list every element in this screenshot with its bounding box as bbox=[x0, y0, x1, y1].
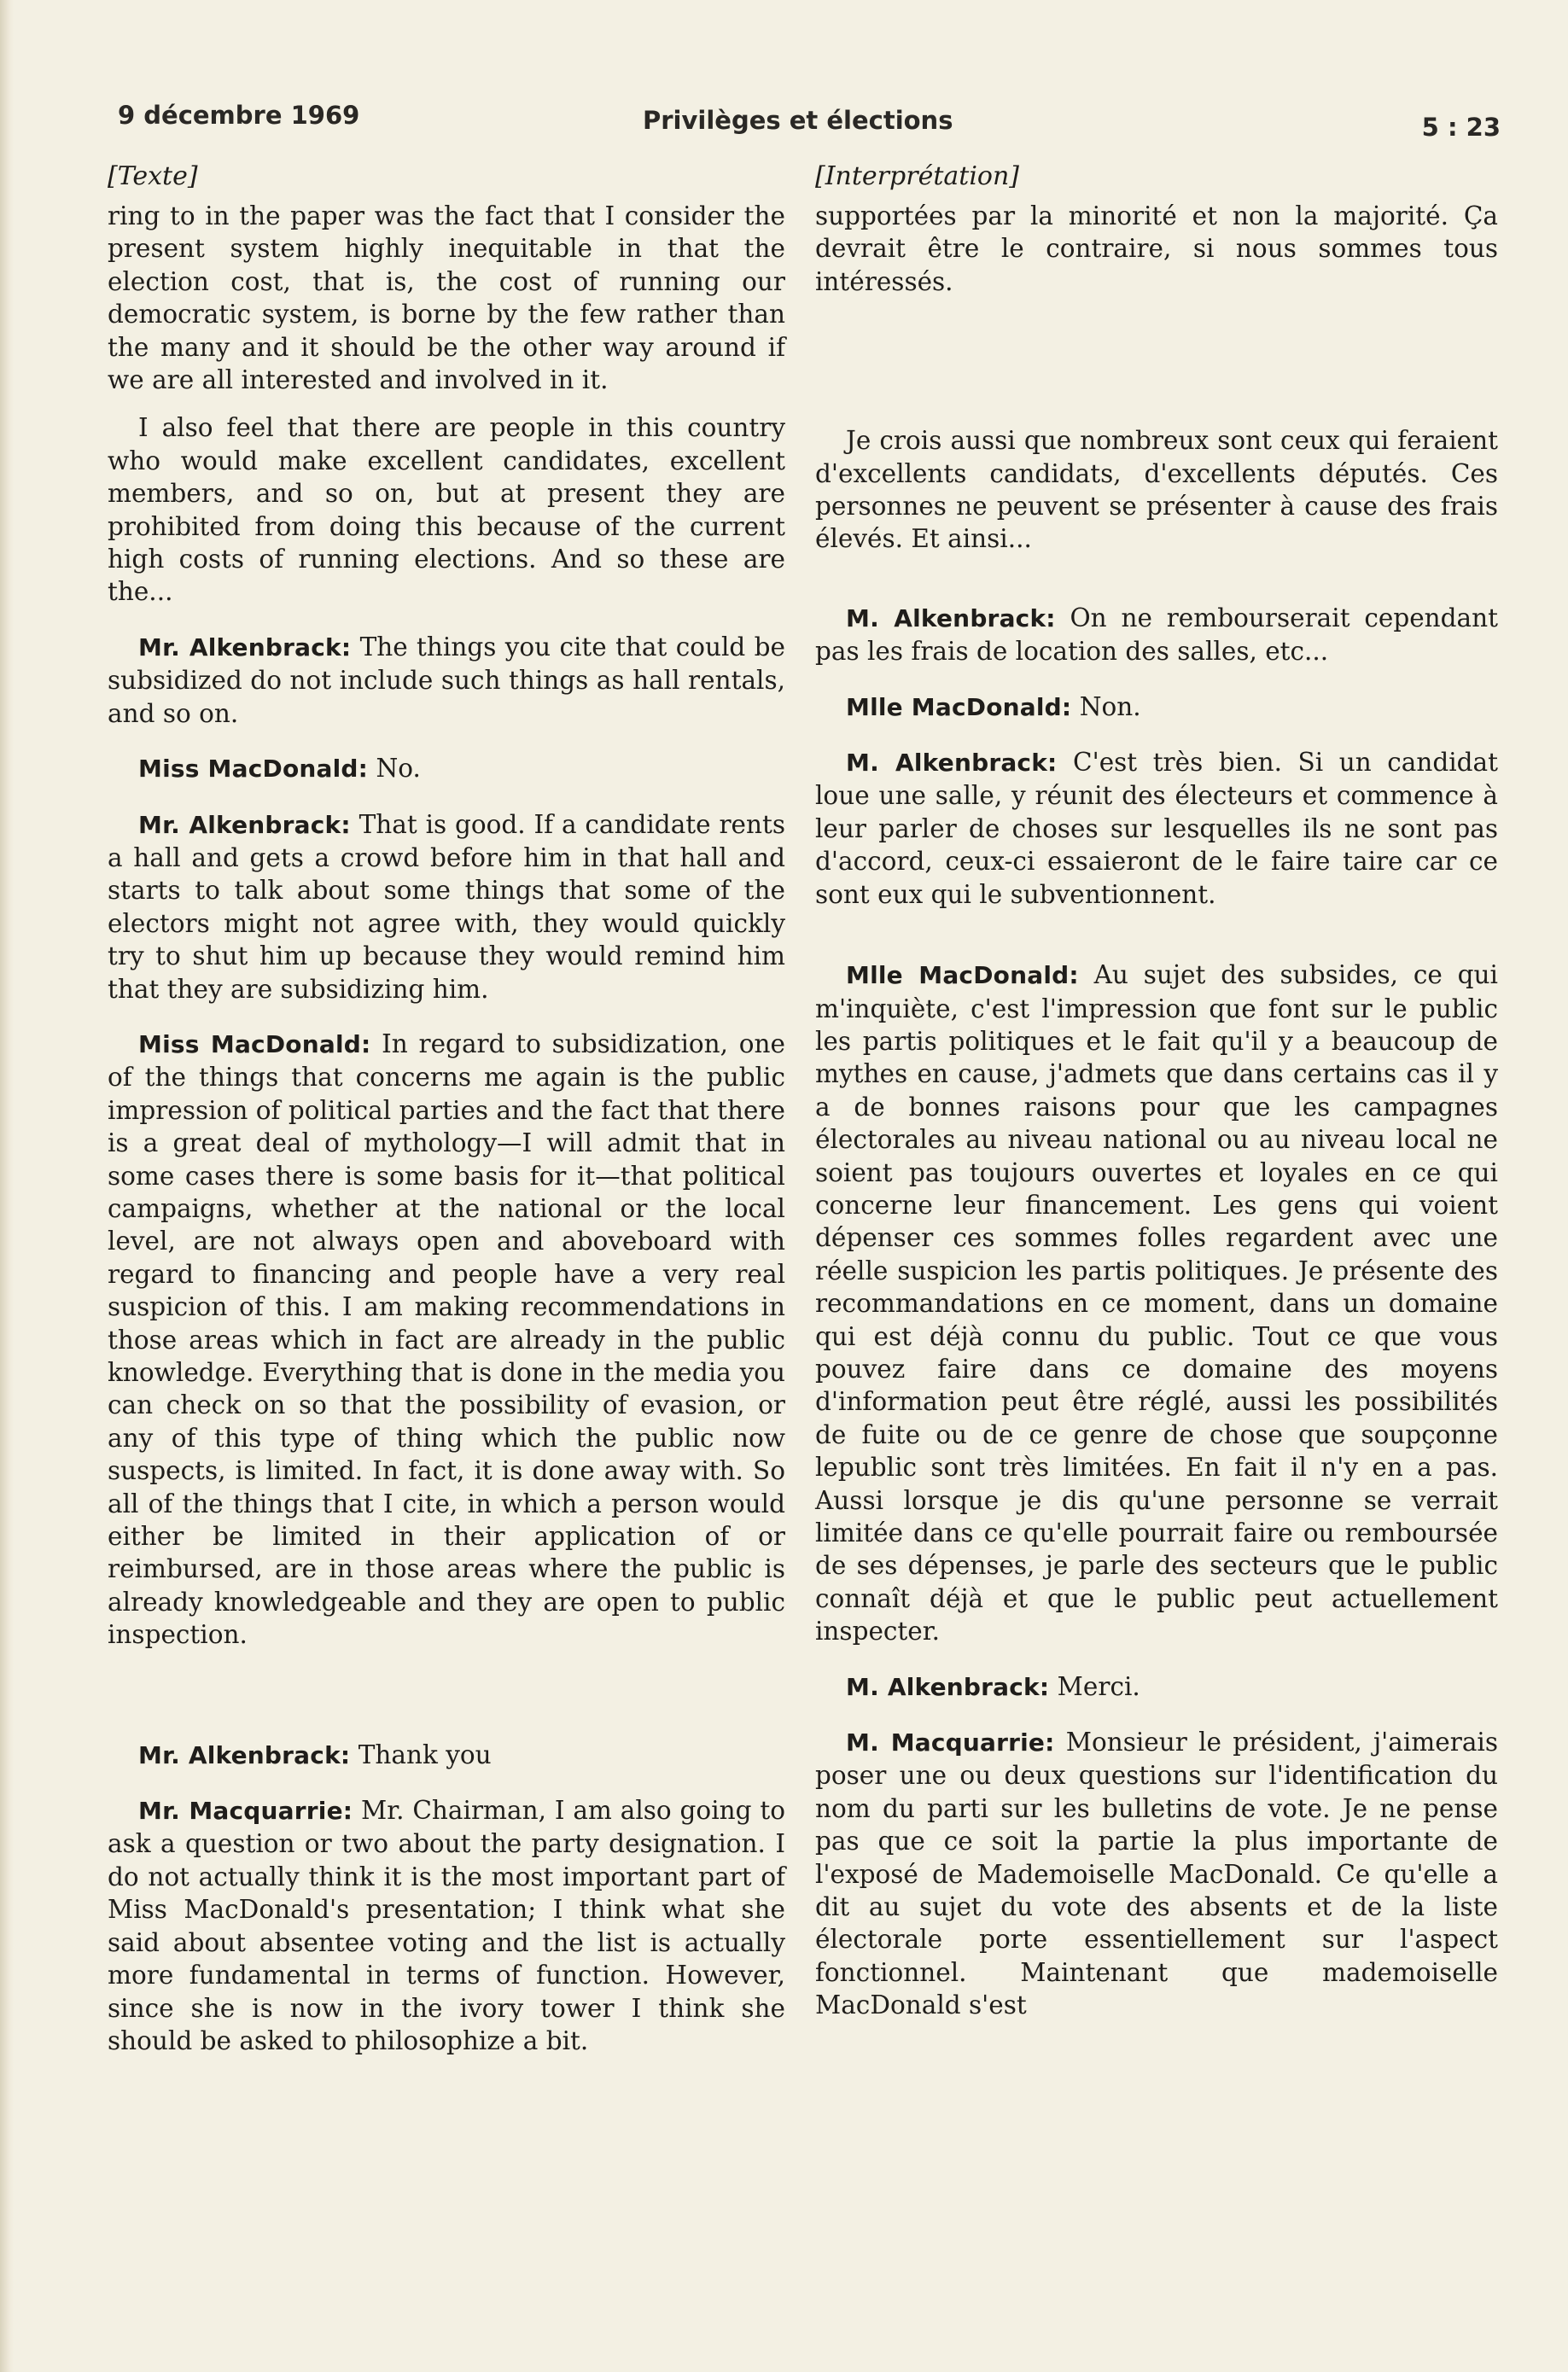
paragraph: supportées par la minorité et non la majorité. Ça devrait être le contraire, si nous sommes tous intéressés. bbox=[815, 201, 1498, 296]
speech-text: C'est très bien. Si un candidat loue une salle, y réunit des électeurs et commence à leur parler de choses sur lesquelles ils ne sont pas d'accord, ceux-ci essaieront de le faire taire car ce sont eux qui le subventionnent. bbox=[815, 748, 1498, 909]
speech-text: Thank you bbox=[358, 1740, 492, 1769]
speech-text: Monsieur le président, j'aimerais poser une ou deux questions sur l'identification du nom du parti sur les bulletins de vote. Je ne pense pas que ce soit la partie la plus importante de l'exposé de Mademoiselle MacDonald. Ce qu'elle a dit au sujet du vote des absents et de la liste électorale porte essentiellement sur l'aspect fonctionnel. Maintenant que mademoiselle MacDonald s'est bbox=[815, 1728, 1498, 2020]
speaker-name: M. Alkenbrack: bbox=[846, 1672, 1050, 1701]
speaker-turn bbox=[108, 1028, 785, 1652]
speaker-name: Miss MacDonald: bbox=[138, 1029, 371, 1058]
speaker-name: Miss MacDonald: bbox=[138, 755, 369, 784]
speaker-name: Mlle MacDonald: bbox=[846, 961, 1079, 990]
paragraph: ring to in the paper was the fact that I consider the present system highly inequitable in that the election cost, that is, the cost of running our democratic system, is borne by the few rather than the many and it should be the other way around if we are all interested and involved in it. bbox=[108, 201, 785, 395]
french-column bbox=[815, 160, 1498, 2022]
header-date: 9 décembre 1969 bbox=[118, 101, 360, 130]
speech-text: In regard to subsidization, one of the things that concerns me again is the public impression of political parties and the fact that there is a great deal of mythology—I will admit that in some cases there is some basis for it—that political campaigns, whether at the national or the local level, are not always open and aboveboard with regard to financing and people have a very real suspicion of this. I am making recommendations in those areas which in fact are already in the public knowledge. Everything that is done in the media you can check on so that the possibility of evasion, or any of this type of thing which the public now suspects, is limited. In fact, it is done away with. So all of the things that I cite, in which a person would either be limited in their application of or reimbursed, are in those areas where the public is already knowledgeable and they are open to public inspection. bbox=[108, 1029, 785, 1650]
speech-text: Merci. bbox=[1057, 1671, 1140, 1701]
english-column bbox=[108, 160, 785, 2057]
speaker-name: Mr. Alkenbrack: bbox=[138, 810, 351, 839]
speech-text: The things you cite that could be subsidized do not include such things as hall rentals, and so on. bbox=[108, 632, 785, 728]
paragraph: Je crois aussi que nombreux sont ceux qui feraient d'excellents candidats, d'excellents députés. Ces personnes ne peuvent se présenter à cause des frais élevés. Et ainsi... bbox=[815, 426, 1498, 554]
page-number: 5 : 23 bbox=[1421, 113, 1501, 142]
speaker-turn bbox=[815, 1670, 1498, 1704]
paragraph: I also feel that there are people in this country who would make excellent candidates, excellent members, and so on, but at present they are prohibited from doing this because of the current high costs of running elections. And so these are the... bbox=[108, 413, 785, 607]
column-label-interpretation: [Interprétation] bbox=[815, 161, 1020, 191]
speech-text: That is good. If a candidate rents a hall and gets a crowd before him in that hall and starts to talk about some things that some of the electors might not agree with, they would quickly try to shut him up because they would remind him that they are subsidizing him. bbox=[108, 809, 785, 1004]
speaker-name: M. Macquarrie: bbox=[846, 1728, 1055, 1757]
speaker-name: M. Alkenbrack: bbox=[846, 749, 1058, 778]
speaker-turn bbox=[108, 1794, 785, 2057]
speaker-turn bbox=[108, 1739, 785, 1772]
speaker-name: Mr. Alkenbrack: bbox=[138, 632, 352, 661]
speech-text: No. bbox=[376, 754, 421, 784]
speaker-turn bbox=[815, 691, 1498, 724]
speaker-turn bbox=[815, 746, 1498, 911]
speaker-turn bbox=[815, 959, 1498, 1648]
speaker-turn bbox=[815, 1726, 1498, 2022]
speech-text: Mr. Chairman, I am also going to ask a question or two about the party designation. I do not actually think it is the most important part of Miss MacDonald's presentation; I think what she said about absentee voting and the list is actually more fundamental in terms of function. However, since she is now in the ivory tower I think she should be asked to philosophize a bit. bbox=[108, 1796, 785, 2055]
page-edge-shadow bbox=[0, 0, 14, 2372]
speech-text: Non. bbox=[1079, 691, 1141, 721]
speaker-turn bbox=[108, 631, 785, 730]
speaker-name: M. Alkenbrack: bbox=[846, 603, 1056, 632]
column-label-texte: [Texte] bbox=[108, 161, 198, 191]
speaker-turn bbox=[108, 808, 785, 1005]
header-title: Privilèges et élections bbox=[643, 106, 953, 135]
speaker-turn bbox=[108, 752, 785, 785]
speaker-name: Mlle MacDonald: bbox=[846, 692, 1072, 721]
page-header bbox=[118, 101, 1501, 143]
speaker-turn bbox=[815, 602, 1498, 668]
speaker-name: Mr. Macquarrie: bbox=[138, 1797, 353, 1826]
speech-text: On ne rembourserait cependant pas les frais de location des salles, etc... bbox=[815, 603, 1498, 667]
speaker-name: Mr. Alkenbrack: bbox=[138, 1740, 351, 1769]
speech-text: Au sujet des subsides, ce qui m'inquiète, c'est l'impression que font sur le public les partis politiques et le fait qu'il y a beaucoup de mythes en cause, j'admets que dans certains cas il y a de bonnes raisons pour que les campagnes électorales au niveau national ou au niveau local ne soient pas toujours ouvertes et loyales en ce qui concerne leur financement. Les gens qui voient dépenser ces sommes folles regardent avec une réelle suspicion les partis politiques. Je présente des recommandations en ce moment, dans un domaine qui est déjà connu du public. Tout ce que vous pouvez faire dans ce domaine des moyens d'information peut être réglé, aussi les possibilités de fuite ou de ce genre de chose que soupçonne lepublic sont très limitées. En fait il n'y en a pas. Aussi lorsque je dis qu'une personne se verrait limitée dans ce qu'elle pourrait faire ou remboursée de ses dépenses, je parle des secteurs que le public connaît déjà et que le public peut actuellement inspecter. bbox=[815, 960, 1498, 1646]
